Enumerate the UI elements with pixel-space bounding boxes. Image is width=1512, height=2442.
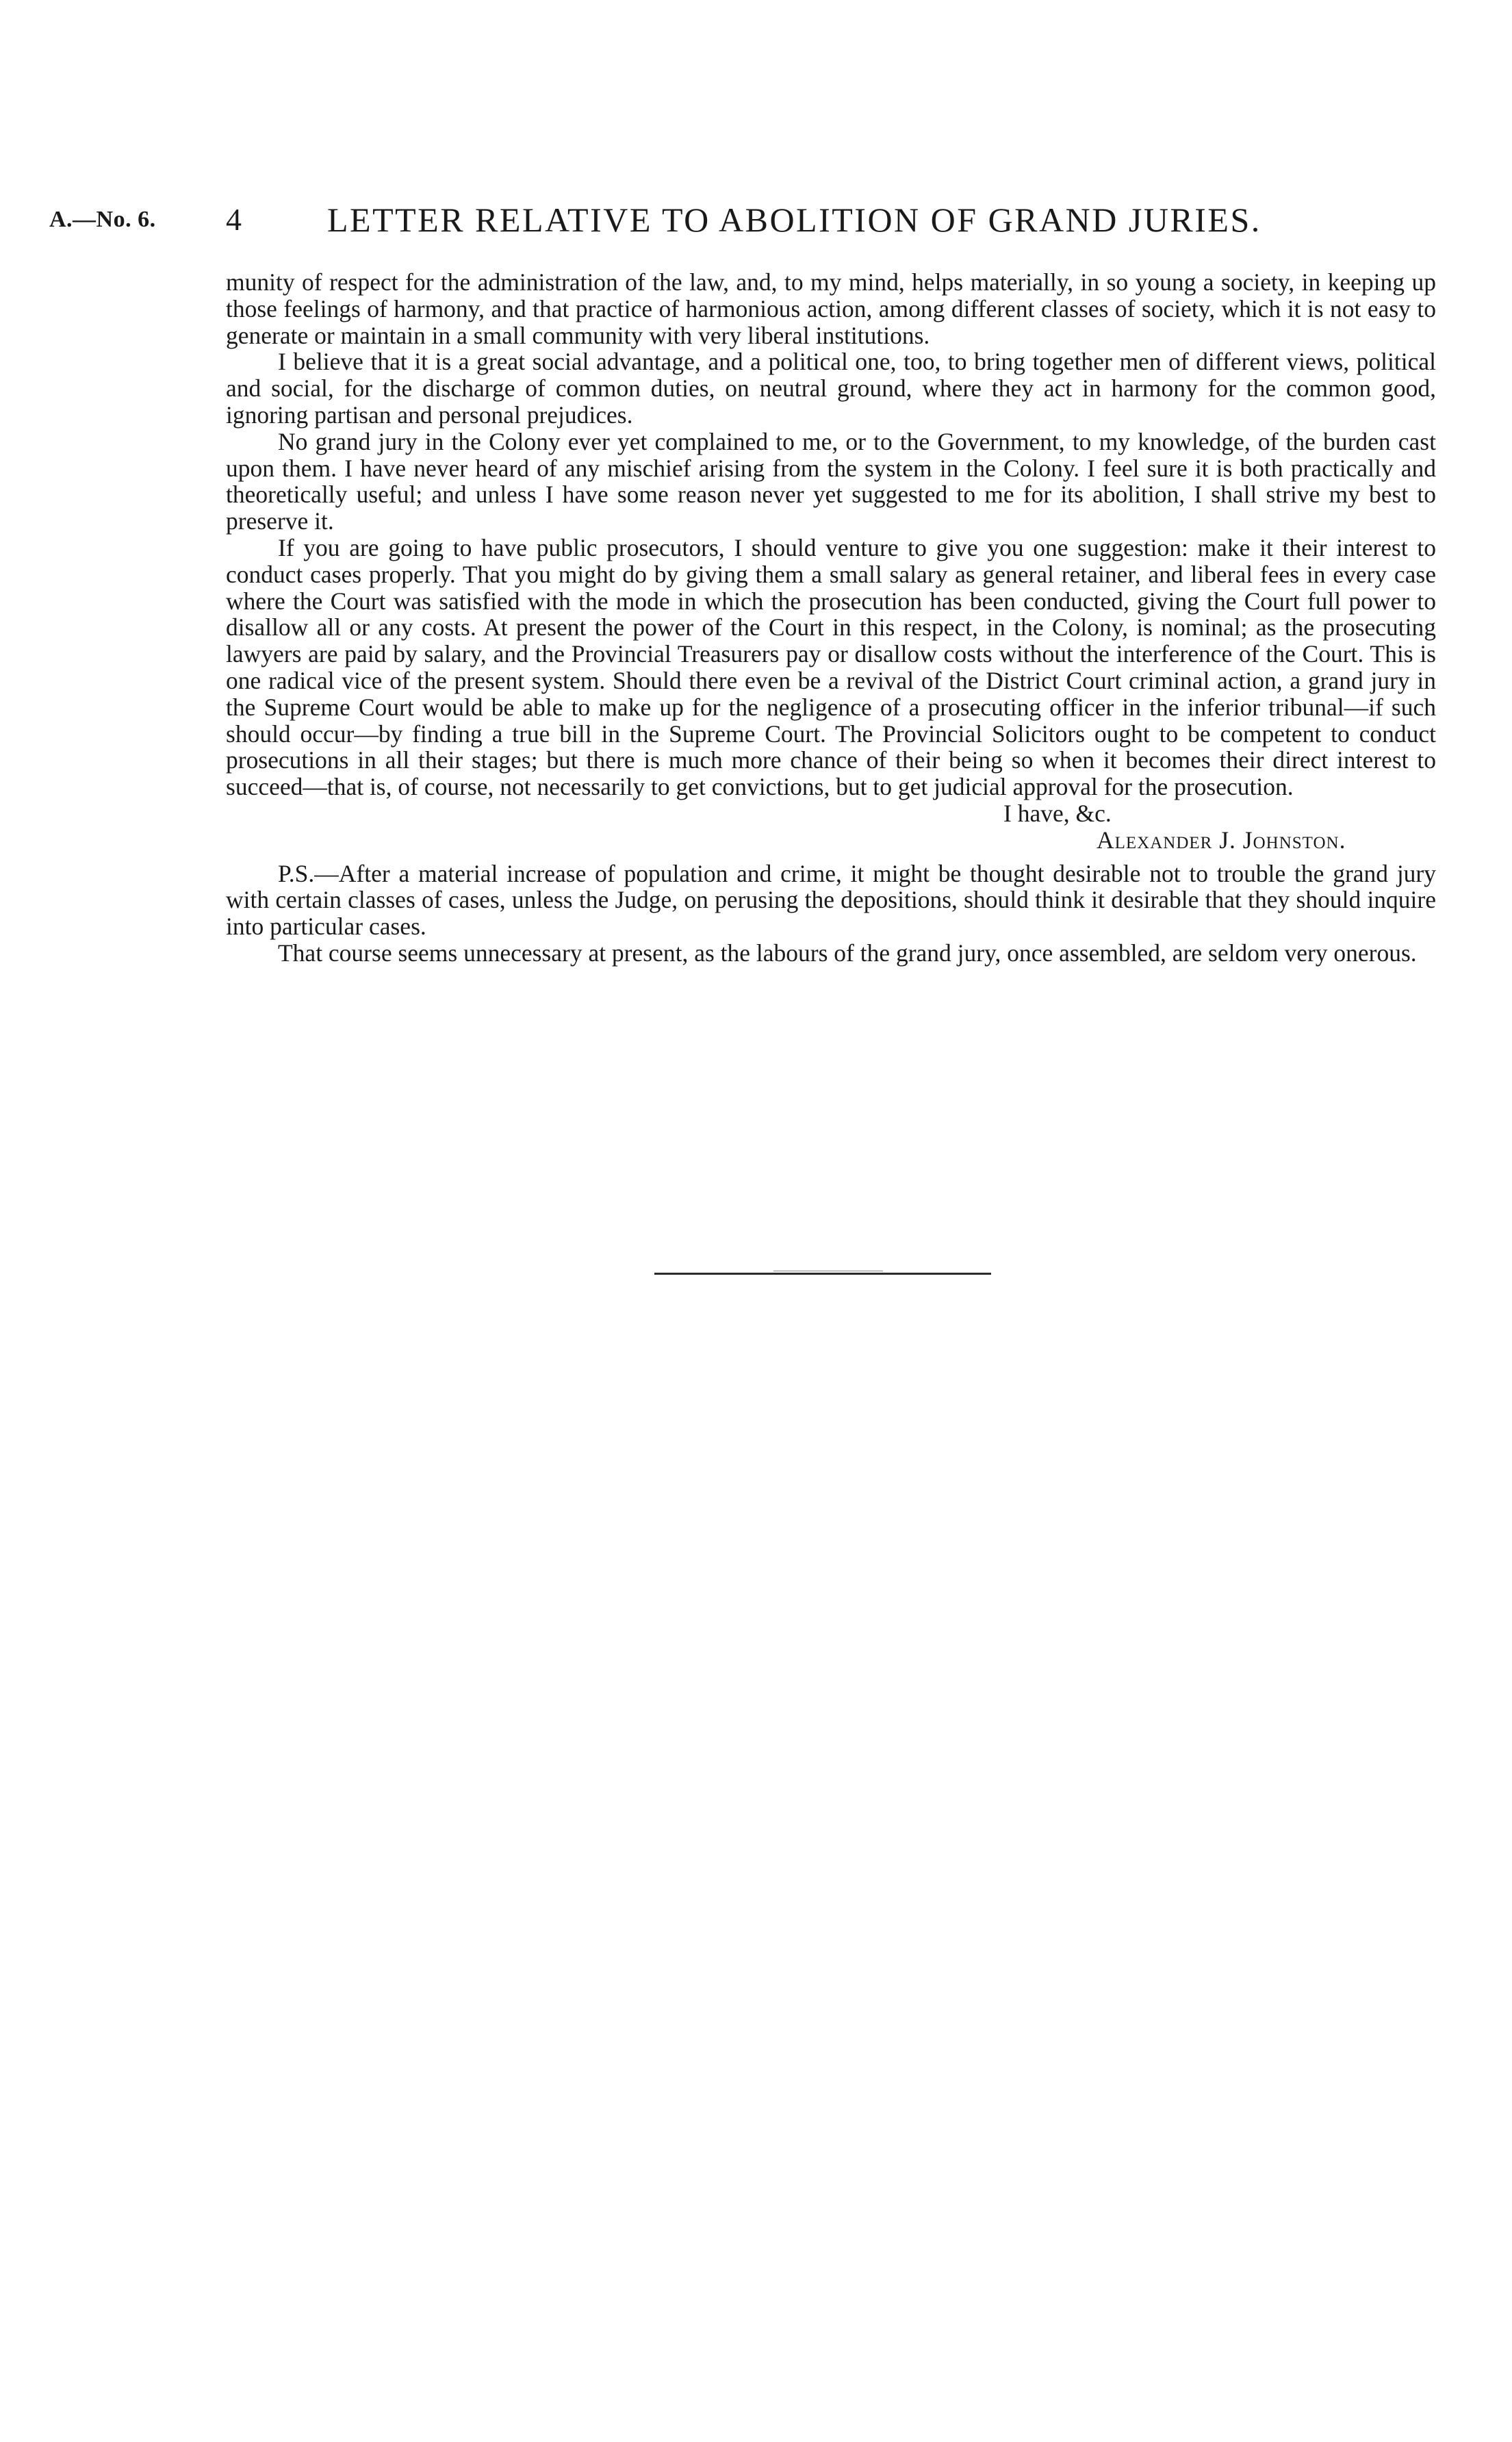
postscript-paragraph: That course seems unnecessary at present, as the labours of the grand jury, once assembled, are seldom very onerous. — [278, 939, 1417, 967]
postscript — [226, 861, 1436, 967]
document-reference: A.—No. 6. — [49, 207, 156, 232]
page-header — [0, 200, 1512, 248]
paragraph-social-advantage: I believe that it is a great social advantage, and a political one, too, to bring together men of different views, political and social, for the discharge of common duties, on neutral ground, where they act in harmony for the common good, ignoring partisan and personal prejudices. — [226, 348, 1436, 429]
paragraph-public-prosecutors: If you are going to have public prosecutors, I should venture to give you one suggestion: make it their interest to conduct cases properly. That you might do by giving them a small salary as general retainer, and liberal fees in every case where the Court was satisfied with the mode in which the prosecution has been conducted, giving the Court full power to disallow all or any costs. At present the power of the Court in this respect, in the Colony, is nominal; as the prosecuting lawyers are paid by salary, and the Provincial Treasurers pay or disallow costs without the interference of the Court. This is one radical vice of the present system. Should there even be a revival of the District Court criminal action, a grand jury in the Supreme Court would be able to make up for the negligence of a prosecuting officer in the inferior tribunal—if such should occur—by finding a true bill in the Supreme Court. The Provincial Solicitors ought to be competent to conduct prosecutions in all their stages; but there is much more chance of their being so when it becomes their direct interest to succeed—that is, of course, not necessarily to get convictions, but to get judicial approval for the prosecution. — [226, 533, 1436, 801]
letter-body — [226, 269, 1436, 967]
end-rule — [654, 1273, 991, 1275]
signature: Alexander J. Johnston. — [1097, 826, 1346, 854]
running-title: LETTER RELATIVE TO ABOLITION OF GRAND JURIES. — [327, 201, 1261, 239]
paragraph-continued: munity of respect for the administration of the law, and, to my mind, helps materially, in so young a society, in keeping up those feelings of harmony, and that practice of harmonious action, among different classes of society, which it is not easy to generate or maintain in a small community with very liberal institutions. — [226, 268, 1436, 349]
postscript-paragraph: P.S.—After a material increase of population and crime, it might be thought desirable not to trouble the grand jury with certain classes of cases, unless the Judge, on perusing the depositions, should think it desirable that they should inquire into particular cases. — [226, 859, 1436, 941]
signoff: I have, &c. — [1003, 799, 1112, 827]
paragraph-no-complaints: No grand jury in the Colony ever yet complained to me, or to the Government, to my knowledge, of the burden cast upon them. I have never heard of any mischief arising from the system in the Colony. I feel sure it is both practically and theoretically useful; and unless I have some reason never yet suggested to me for its abolition, I shall strive my best to preserve it. — [226, 427, 1436, 535]
page-number: 4 — [226, 202, 242, 237]
